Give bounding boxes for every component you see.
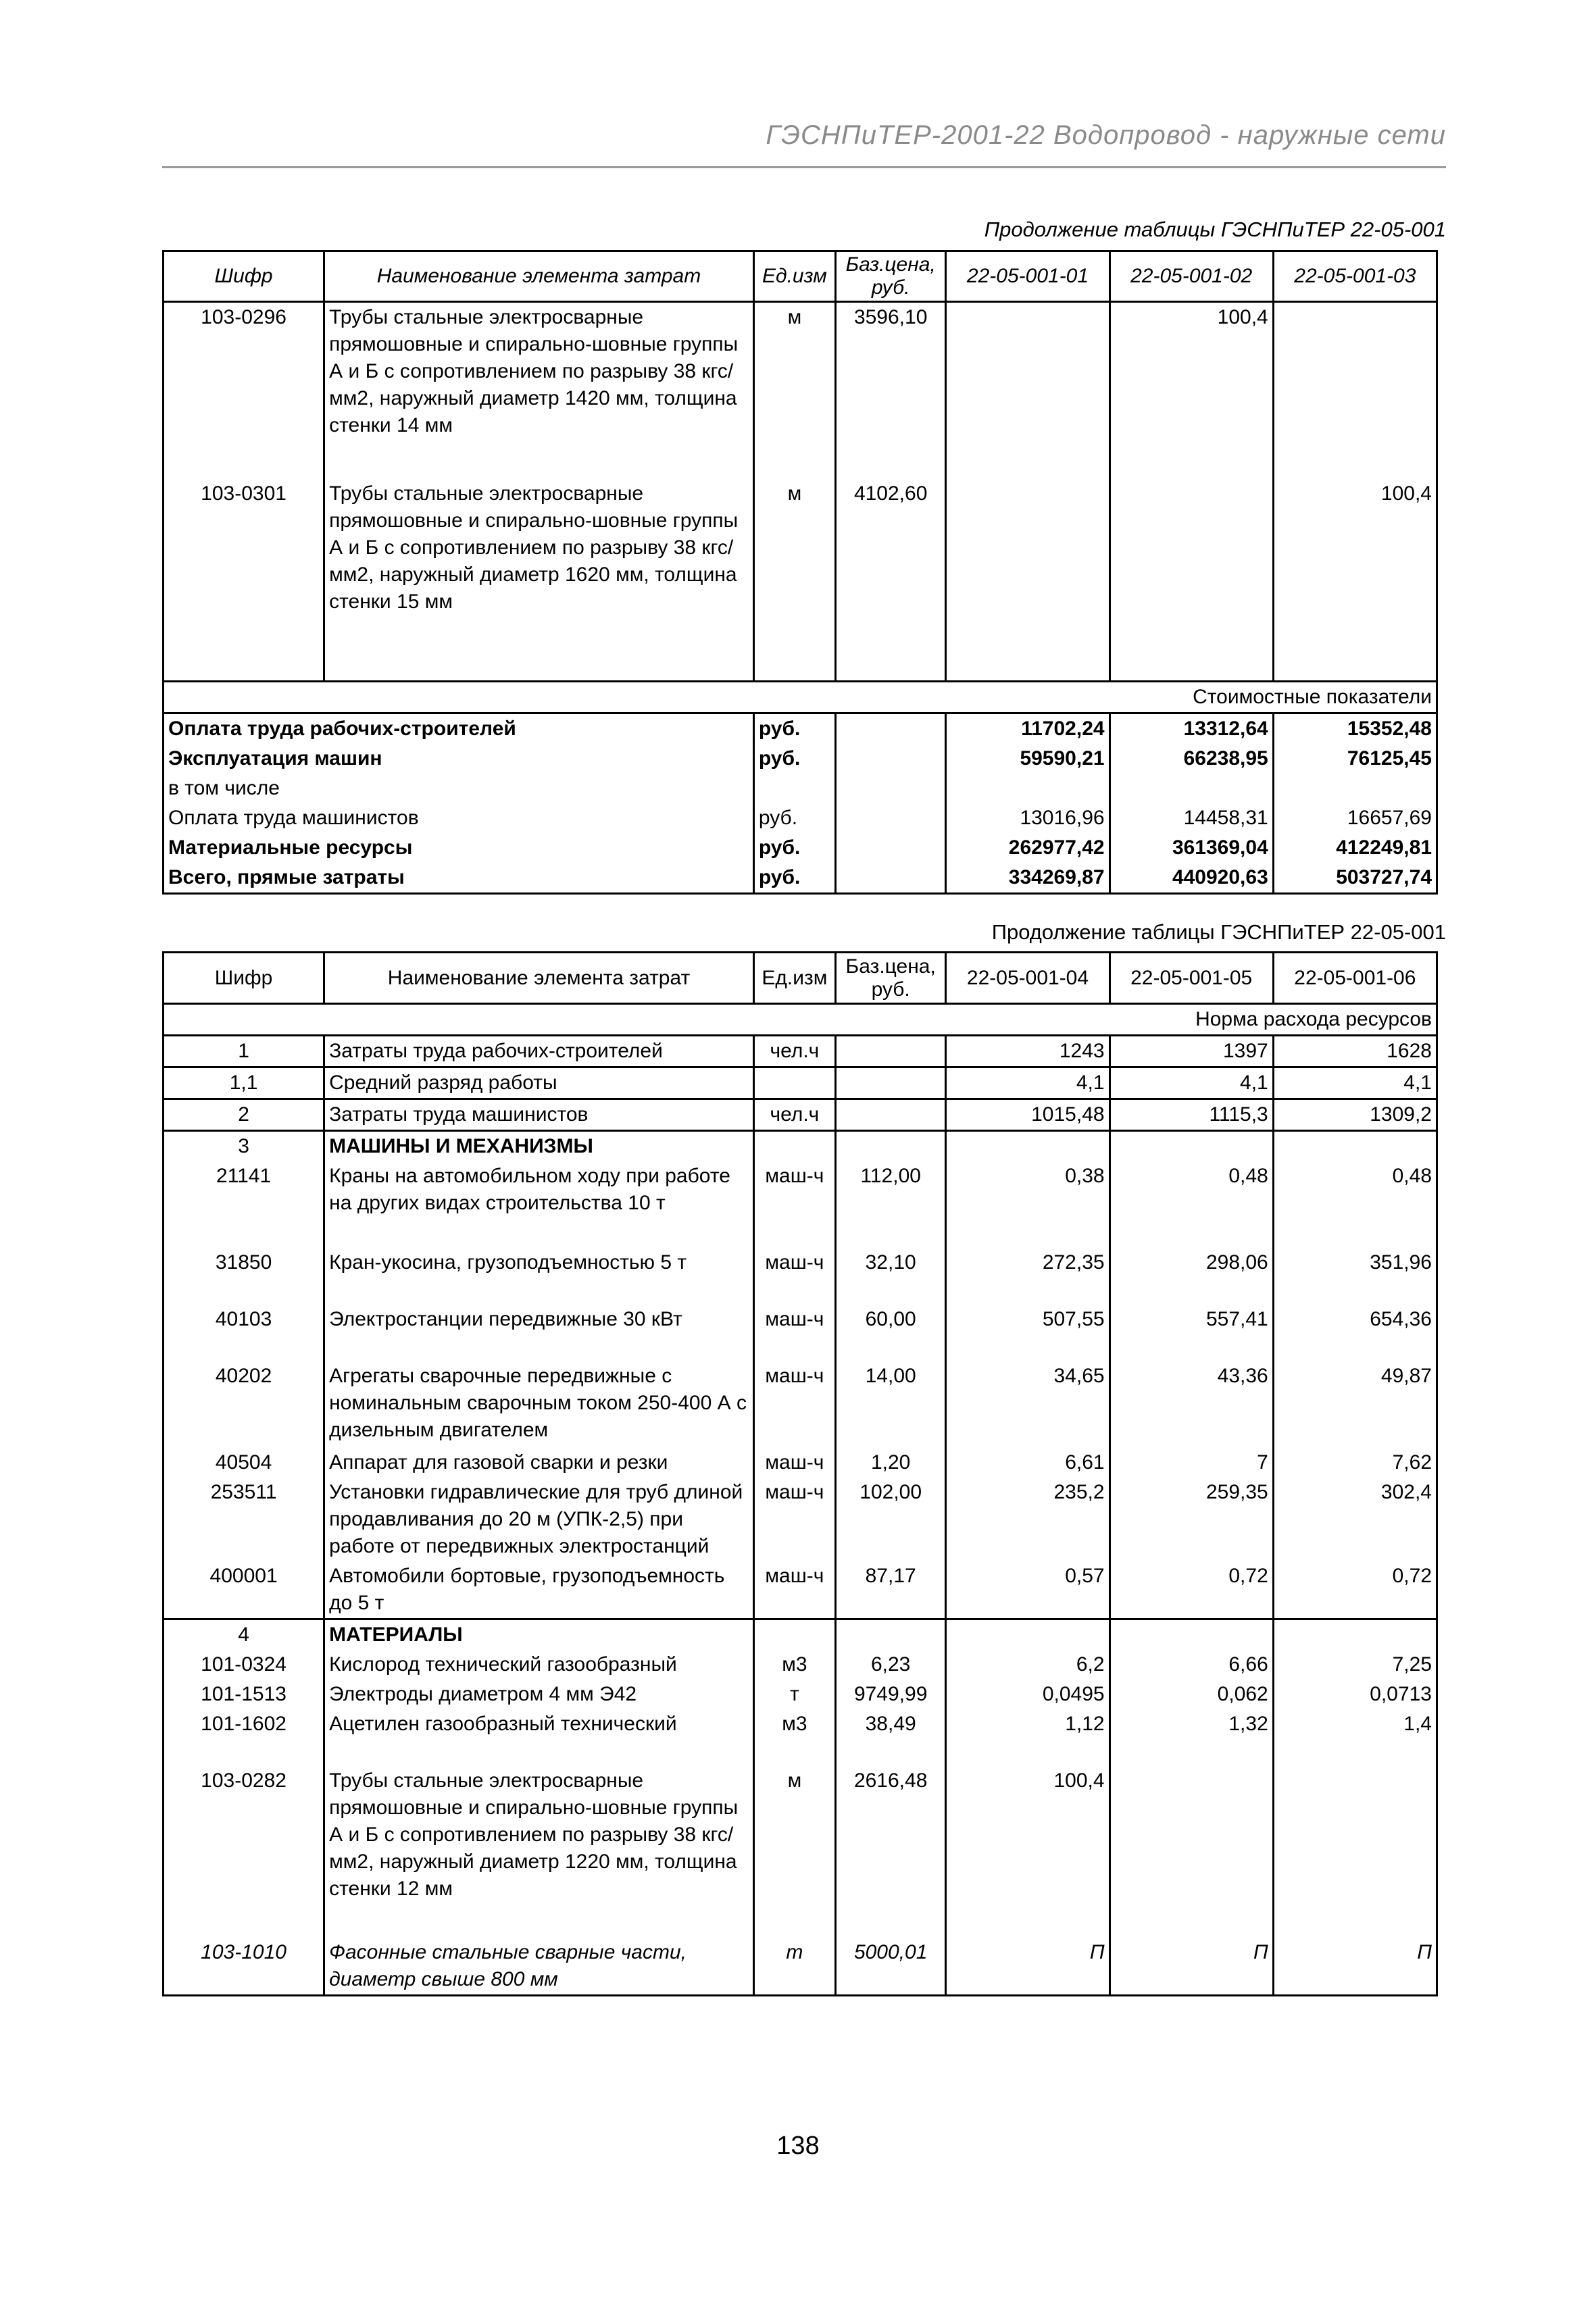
cell-variant-6: 7,25 [1273,1650,1437,1680]
table-row [164,1036,1437,1067]
cell-cost-name: Всего, прямые затраты [164,863,754,894]
cell-variant-4: 34,65 [946,1361,1109,1448]
cell-price: 38,49 [835,1709,945,1766]
cell-price: 9749,99 [835,1680,945,1709]
cell-variant-1: 13016,96 [946,803,1109,833]
cell-variant-4: 100,4 [946,1766,1109,1938]
col-code-header: Шифр [164,953,324,1004]
cell-code: 40504 [164,1448,324,1478]
cell-variant-3: 76125,45 [1273,744,1437,774]
cell-variant-5 [1109,1131,1273,1162]
cell-price [835,1099,945,1131]
col-variant-2-header: 22-05-001-02 [1109,251,1273,302]
cell-variant-3 [1273,774,1437,803]
cell-code: 101-1513 [164,1680,324,1709]
cell-variant-5: 298,06 [1109,1248,1273,1305]
cell-unit: м3 [753,1650,835,1680]
table-row [164,1478,1437,1561]
cell-name: Трубы стальные электросварные прямошовные и спирально-шовные группы А и Б с сопротивлением по разрыву 38 кгс/мм2, наружный диаметр 1220 мм, толщина стенки 12 мм [324,1766,754,1938]
cell-code: 103-0296 [164,302,324,479]
cell-code: 21141 [164,1161,324,1248]
cell-price [835,713,945,745]
cell-code: 1 [164,1036,324,1067]
cell-variant-1 [946,774,1109,803]
cell-variant-3 [1273,302,1437,479]
table-row [164,1067,1437,1099]
table1-caption: Продолжение таблицы ГЭСНПиТЕР 22-05-001 [984,218,1446,241]
cell-unit: м [753,479,835,682]
table-row [164,1361,1437,1448]
cell-unit: руб. [753,744,835,774]
col-unit-header: Ед.изм [753,953,835,1004]
cell-variant-5: 0,48 [1109,1161,1273,1248]
cell-unit: руб. [753,803,835,833]
cell-variant-6: 1628 [1273,1036,1437,1067]
cell-variant-4: 1243 [946,1036,1109,1067]
cell-variant-6: 302,4 [1273,1478,1437,1561]
cell-variant-4: 1015,48 [946,1099,1109,1131]
cell-variant-3: 503727,74 [1273,863,1437,894]
cell-variant-4: 1,12 [946,1709,1109,1766]
cell-variant-6: 351,96 [1273,1248,1437,1305]
cell-variant-5: 259,35 [1109,1478,1273,1561]
cell-variant-4: П [946,1938,1109,1996]
cost-row [164,833,1437,863]
cell-price: 32,10 [835,1248,945,1305]
cost-row [164,774,1437,803]
cell-code: 40103 [164,1305,324,1361]
cell-price [835,1619,945,1651]
cell-name: МАТЕРИАЛЫ [324,1619,754,1651]
cell-name: Электростанции передвижные 30 кВт [324,1305,754,1361]
cell-variant-6: 1309,2 [1273,1099,1437,1131]
cell-name: Автомобили бортовые, грузоподъемность до 5 т [324,1561,754,1619]
cell-variant-3: 16657,69 [1273,803,1437,833]
cell-price [835,774,945,803]
cell-price: 87,17 [835,1561,945,1619]
section-label: Стоимостные показатели [164,682,1437,713]
cell-unit: т [753,1938,835,1996]
cell-name: Агрегаты сварочные передвижные с номинальным сварочным током 250-400 А с дизельным двигателем [324,1361,754,1448]
col-price-header: Баз.цена, руб. [835,251,945,302]
cell-code: 253511 [164,1478,324,1561]
table-row [164,1099,1437,1131]
col-name-header: Наименование элемента затрат [324,251,754,302]
cell-variant-1: 262977,42 [946,833,1109,863]
group-row [164,1131,1437,1162]
cell-variant-3: 412249,81 [1273,833,1437,863]
table-row [164,1650,1437,1680]
cost-row [164,803,1437,833]
cell-variant-4: 0,0495 [946,1680,1109,1709]
cell-unit [753,774,835,803]
cell-unit: руб. [753,833,835,863]
cell-cost-name: Эксплуатация машин [164,744,754,774]
cell-name: Трубы стальные электросварные прямошовные и спирально-шовные группы А и Б с сопротивлением по разрыву 38 кгс/мм2, наружный диаметр 1420 мм, толщина стенки 14 мм [324,302,754,479]
cell-cost-name: Материальные ресурсы [164,833,754,863]
col-variant-3-header: 22-05-001-03 [1273,251,1437,302]
resource-table-1 [162,250,1438,895]
table-row [164,1161,1437,1248]
cell-variant-5: П [1109,1938,1273,1996]
col-variant-4-header: 22-05-001-04 [946,953,1109,1004]
cell-price [835,1036,945,1067]
cost-row [164,713,1437,745]
cell-variant-5: 1,32 [1109,1709,1273,1766]
cell-code: 101-1602 [164,1709,324,1766]
cost-row [164,863,1437,894]
table2-header-row [164,953,1437,1004]
running-header: ГЭСНПиТЕР-2001-22 Водопровод - наружные сети [766,120,1446,150]
cell-variant-6 [1273,1131,1437,1162]
cell-unit: чел.ч [753,1099,835,1131]
cell-code: 3 [164,1131,324,1162]
cell-price [835,833,945,863]
table-row [164,1248,1437,1305]
cell-variant-4 [946,1131,1109,1162]
cell-variant-2: 13312,64 [1109,713,1273,745]
cell-price: 3596,10 [835,302,945,479]
cell-code: 101-0324 [164,1650,324,1680]
section-label: Норма расхода ресурсов [164,1004,1437,1036]
cell-code: 103-0282 [164,1766,324,1938]
cell-variant-1: 11702,24 [946,713,1109,745]
cell-variant-5: 0,062 [1109,1680,1273,1709]
cell-price [835,803,945,833]
cell-name: Краны на автомобильном ходу при работе на других видах строительства 10 т [324,1161,754,1248]
cell-variant-5 [1109,1619,1273,1651]
cell-variant-4: 272,35 [946,1248,1109,1305]
cell-unit [753,1067,835,1099]
cell-variant-4: 6,61 [946,1448,1109,1478]
cell-price [835,1131,945,1162]
cell-variant-1 [946,302,1109,479]
col-code-header: Шифр [164,251,324,302]
cell-name: Средний разряд работы [324,1067,754,1099]
cell-name: Кислород технический газообразный [324,1650,754,1680]
cell-variant-6: 49,87 [1273,1361,1437,1448]
cell-variant-5: 43,36 [1109,1361,1273,1448]
cell-variant-4: 0,57 [946,1561,1109,1619]
cell-cost-name: в том числе [164,774,754,803]
resource-table-2 [162,951,1438,1996]
cell-price: 4102,60 [835,479,945,682]
cell-variant-6: 0,0713 [1273,1680,1437,1709]
cell-name: Затраты труда рабочих-строителей [324,1036,754,1067]
cell-price [835,744,945,774]
cell-price: 102,00 [835,1478,945,1561]
cell-unit: чел.ч [753,1036,835,1067]
cell-variant-6: 654,36 [1273,1305,1437,1361]
cell-variant-5: 1397 [1109,1036,1273,1067]
cell-variant-6 [1273,1619,1437,1651]
cell-variant-6 [1273,1766,1437,1938]
cell-code: 2 [164,1099,324,1131]
cell-variant-4: 235,2 [946,1478,1109,1561]
cell-name: Аппарат для газовой сварки и резки [324,1448,754,1478]
cell-variant-5: 7 [1109,1448,1273,1478]
cell-variant-5: 557,41 [1109,1305,1273,1361]
cell-unit: м [753,302,835,479]
cell-variant-6: 0,48 [1273,1161,1437,1248]
cell-variant-6: 1,4 [1273,1709,1437,1766]
cell-variant-1: 334269,87 [946,863,1109,894]
cell-code: 31850 [164,1248,324,1305]
cell-variant-3: 15352,48 [1273,713,1437,745]
cell-variant-4: 4,1 [946,1067,1109,1099]
cell-unit: маш-ч [753,1478,835,1561]
cell-variant-2: 100,4 [1109,302,1273,479]
cell-code: 4 [164,1619,324,1651]
cell-variant-1: 59590,21 [946,744,1109,774]
cell-unit [753,1619,835,1651]
cell-variant-5: 1115,3 [1109,1099,1273,1131]
cell-variant-6: П [1273,1938,1437,1996]
cell-code: 400001 [164,1561,324,1619]
cell-variant-4: 0,38 [946,1161,1109,1248]
table-row [164,1938,1437,1996]
cell-price: 5000,01 [835,1938,945,1996]
table-row [164,479,1437,682]
cell-cost-name: Оплата труда машинистов [164,803,754,833]
cell-variant-5 [1109,1766,1273,1938]
cell-name: Затраты труда машинистов [324,1099,754,1131]
header-rule [162,166,1446,168]
cell-unit: м3 [753,1709,835,1766]
cell-unit [753,1131,835,1162]
cell-variant-4 [946,1619,1109,1651]
cell-variant-3: 100,4 [1273,479,1437,682]
table-row [164,1766,1437,1938]
cell-price: 60,00 [835,1305,945,1361]
cell-variant-6: 0,72 [1273,1561,1437,1619]
cell-price: 1,20 [835,1448,945,1478]
cell-name: Кран-укосина, грузоподъемностью 5 т [324,1248,754,1305]
cell-unit: маш-ч [753,1161,835,1248]
col-price-header: Баз.цена, руб. [835,953,945,1004]
cell-variant-2: 14458,31 [1109,803,1273,833]
table-row [164,302,1437,479]
cell-code: 40202 [164,1361,324,1448]
cell-variant-1 [946,479,1109,682]
table-row [164,1305,1437,1361]
col-variant-1-header: 22-05-001-01 [946,251,1109,302]
cell-price [835,1067,945,1099]
cell-cost-name: Оплата труда рабочих-строителей [164,713,754,745]
cell-name: Фасонные стальные сварные части, диаметр свыше 800 мм [324,1938,754,1996]
cell-name: Электроды диаметром 4 мм Э42 [324,1680,754,1709]
cell-variant-5: 0,72 [1109,1561,1273,1619]
col-unit-header: Ед.изм [753,251,835,302]
cell-price: 6,23 [835,1650,945,1680]
cell-name: МАШИНЫ И МЕХАНИЗМЫ [324,1131,754,1162]
table-row [164,1680,1437,1709]
col-variant-5-header: 22-05-001-05 [1109,953,1273,1004]
cell-name: Установки гидравлические для труб длиной продавливания до 20 м (УПК-2,5) при работе от передвижных электростанций [324,1478,754,1561]
cell-price [835,863,945,894]
cell-variant-5: 6,66 [1109,1650,1273,1680]
cell-variant-2 [1109,479,1273,682]
cell-name: Трубы стальные электросварные прямошовные и спирально-шовные группы А и Б с сопротивлением по разрыву 38 кгс/мм2, наружный диаметр 1620 мм, толщина стенки 15 мм [324,479,754,682]
table-row [164,1561,1437,1619]
section-row [164,1004,1437,1036]
cost-row [164,744,1437,774]
table2-caption: Продолжение таблицы ГЭСНПиТЕР 22-05-001 [991,920,1446,944]
cell-price: 2616,48 [835,1766,945,1938]
cell-code: 1,1 [164,1067,324,1099]
cell-variant-2: 66238,95 [1109,744,1273,774]
cell-variant-2: 440920,63 [1109,863,1273,894]
cell-variant-4: 6,2 [946,1650,1109,1680]
cell-price: 14,00 [835,1361,945,1448]
cell-unit: маш-ч [753,1361,835,1448]
cell-unit: маш-ч [753,1248,835,1305]
cell-variant-2 [1109,774,1273,803]
page-number: 138 [776,2132,820,2160]
cell-unit: маш-ч [753,1448,835,1478]
cell-unit: т [753,1680,835,1709]
table-row [164,1709,1437,1766]
group-row [164,1619,1437,1651]
cell-unit: маш-ч [753,1305,835,1361]
cell-variant-2: 361369,04 [1109,833,1273,863]
cell-code: 103-1010 [164,1938,324,1996]
table1-header-row [164,251,1437,302]
cell-variant-4: 507,55 [946,1305,1109,1361]
cell-variant-5: 4,1 [1109,1067,1273,1099]
section-row [164,682,1437,713]
cell-unit: руб. [753,863,835,894]
cell-variant-6: 7,62 [1273,1448,1437,1478]
cell-price: 112,00 [835,1161,945,1248]
cell-unit: м [753,1766,835,1938]
col-variant-6-header: 22-05-001-06 [1273,953,1437,1004]
col-name-header: Наименование элемента затрат [324,953,754,1004]
cell-variant-6: 4,1 [1273,1067,1437,1099]
cell-name: Ацетилен газообразный технический [324,1709,754,1766]
cell-unit: руб. [753,713,835,745]
cell-unit: маш-ч [753,1561,835,1619]
cell-code: 103-0301 [164,479,324,682]
table-row [164,1448,1437,1478]
